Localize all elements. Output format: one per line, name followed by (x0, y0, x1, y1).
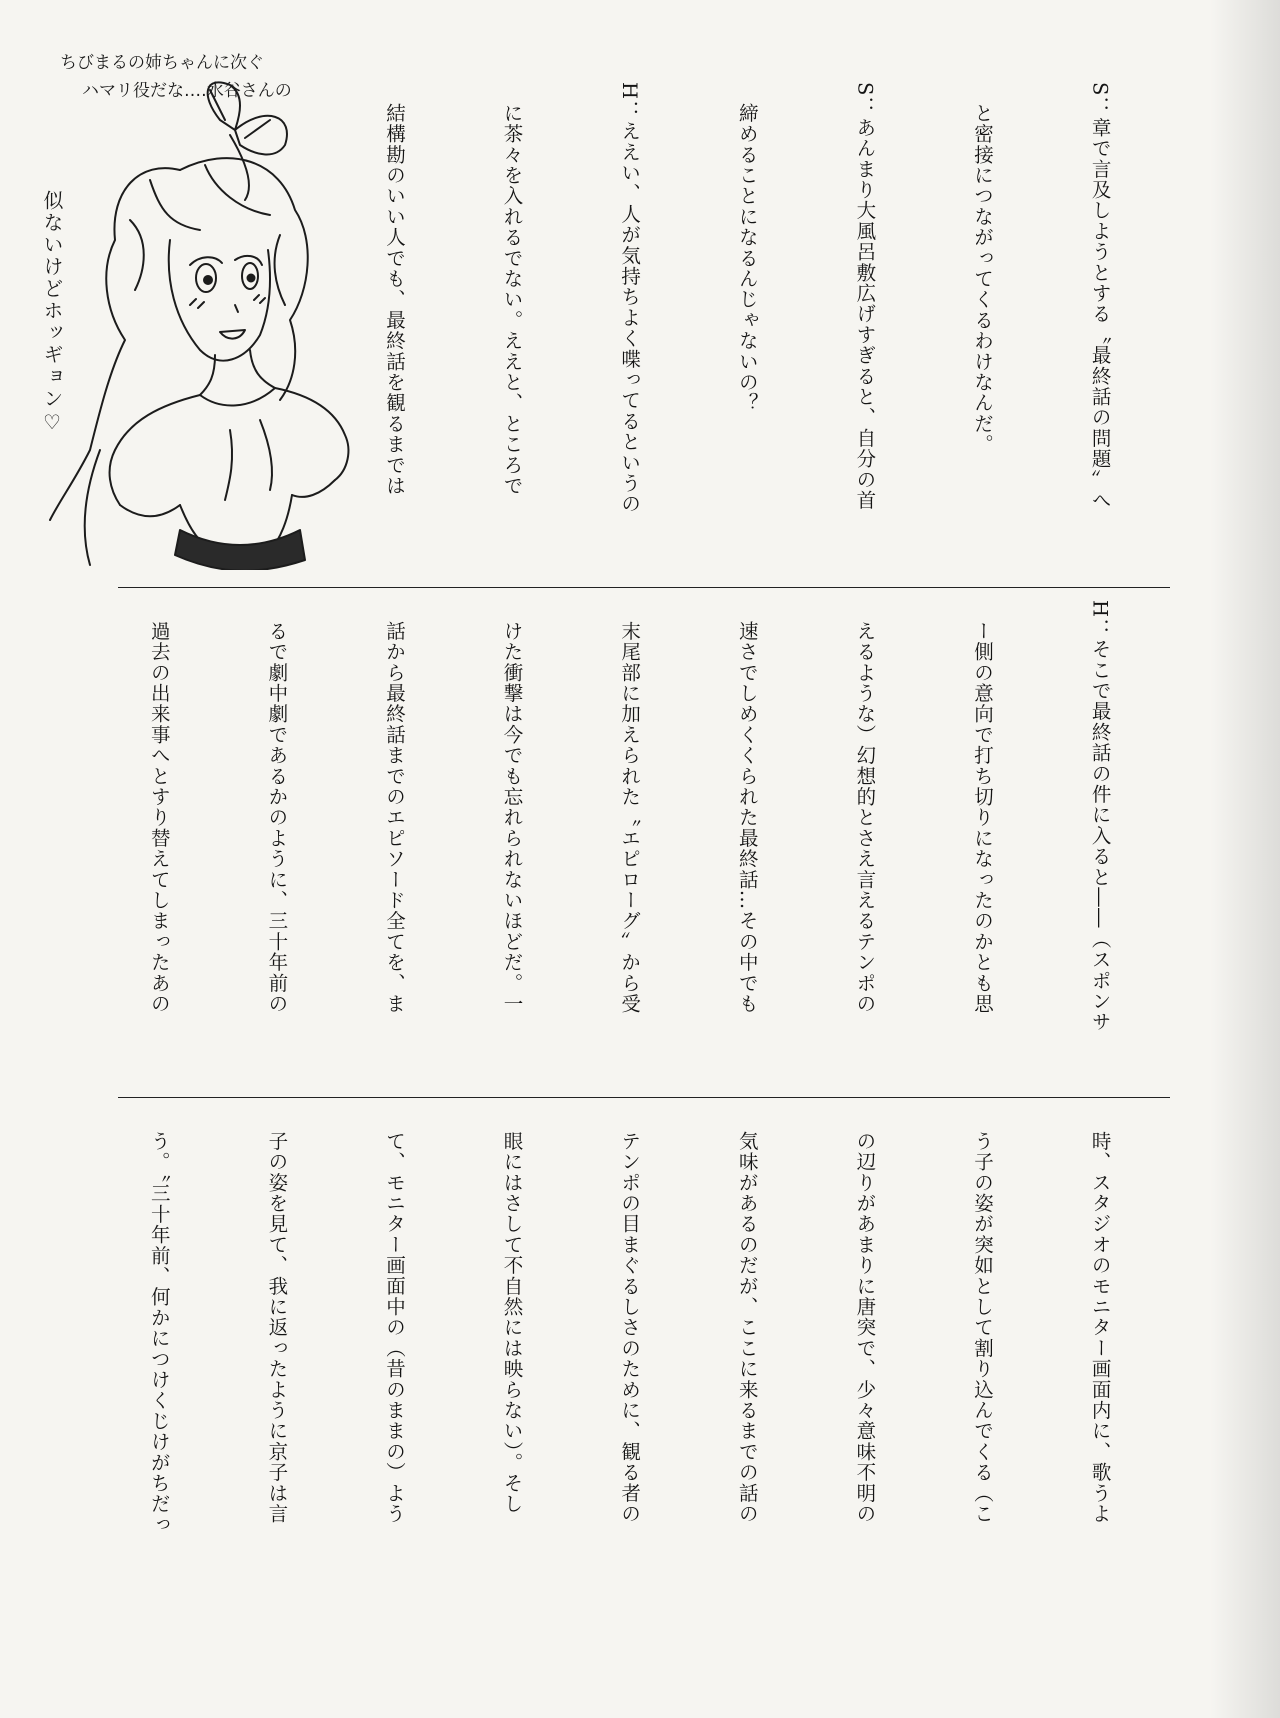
text-line: るで劇中劇であるかのように、三十年前の (265, 600, 289, 1014)
text-line: S：あんまり大風呂敷広げすぎると、自分の首 (853, 82, 877, 511)
text-line: 結構勘のいい人でも、最終話を観るまでは (382, 82, 406, 496)
bottom-text-section (118, 1110, 1198, 1630)
text-line: 締めることになるんじゃないの？ (735, 82, 759, 414)
text-line: と密接につながってくるわけなんだ。 (970, 82, 994, 455)
text-line: H：ええい、人が気持ちよく喋ってるというの (618, 82, 642, 515)
text-line: ー側の意向で打ち切りになったのかとも思 (970, 600, 994, 1014)
illustration-side-note: 似ないけどホッギョン♡ (40, 190, 64, 436)
text-line: H：そこで最終話の件に入ると――（スポンサ (1088, 600, 1112, 1033)
text-line: 時、スタジオのモニター画面内に、歌うよ (1088, 1110, 1112, 1524)
section-divider-top (118, 587, 1170, 588)
illustration-caption-line2: ハマリ役だな‥‥水谷さんの (82, 81, 292, 101)
text-line: 過去の出来事へとすり替えてしまったあの (147, 600, 171, 1014)
text-line: S：章で言及しようとする〝最終話の問題〟へ (1088, 82, 1112, 511)
text-line: けた衝撃は今でも忘れられないほどだ。一 (500, 600, 524, 1014)
text-line: 末尾部に加えられた〝エピローグ〟から受 (618, 600, 642, 1014)
page-edge-shadow (1210, 0, 1280, 1718)
illustration (30, 50, 370, 570)
text-line: えるような）幻想的とさえ言えるテンポの (853, 600, 877, 1014)
text-line: て、モニター画面中の（昔のままの）よう (382, 1110, 406, 1524)
text-line: 速さでしめくくられた最終話…その中でも (735, 600, 759, 1014)
text-line: 眼にはさして不自然には映らない）。そし (500, 1110, 524, 1515)
girl-illustration (30, 50, 370, 570)
text-line: に茶々を入れるでない。ええと、ところで (500, 82, 524, 496)
text-line: う子の姿が突如として割り込んでくる（こ (970, 1110, 994, 1524)
text-line: テンポの目まぐるしさのために、観る者の (618, 1110, 642, 1524)
section-divider-bottom (118, 1097, 1170, 1098)
text-line: 気味があるのだが、ここに来るまでの話の (735, 1110, 759, 1524)
text-line: 子の姿を見て、我に返ったように京子は言 (265, 1110, 289, 1524)
illustration-caption-line1: ちびまるの姉ちゃんに次ぐ (60, 53, 264, 73)
top-text-section (330, 82, 1198, 530)
text-line: 話から最終話までのエピソード全てを、ま (382, 600, 406, 1014)
middle-text-section (118, 600, 1198, 1085)
text-line: う。〝三十年前、何かにつけくじけがちだっ (147, 1110, 171, 1535)
text-line: の辺りがあまりに唐突で、少々意味不明の (853, 1110, 877, 1524)
